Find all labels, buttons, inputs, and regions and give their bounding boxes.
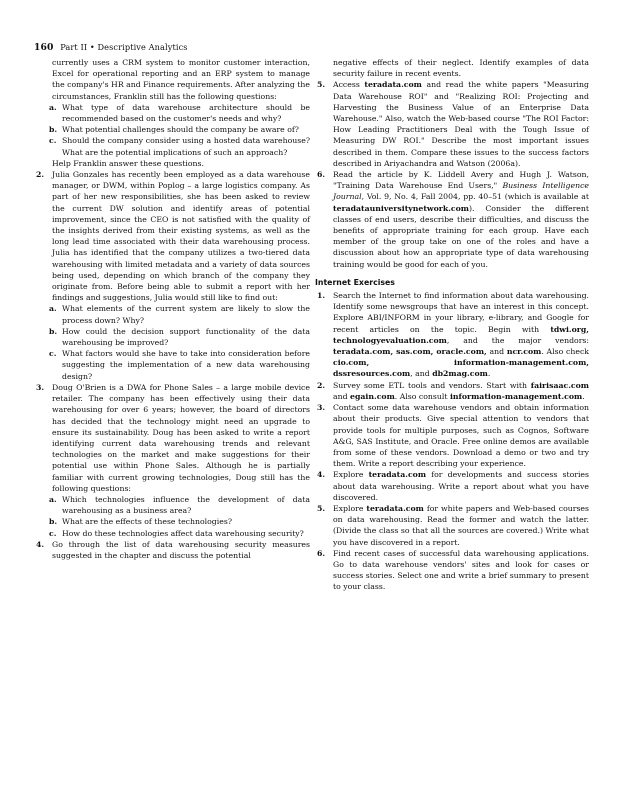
internet-exercise-6: 6. Find recent cases of successful data warehousing applications. Go to data warehouse vendors' sites and look for cases or success stories. Select one and write a brief summary to present to your class.	[317, 548, 589, 592]
q3-sub-c: c. How do these technologies affect data warehousing security?	[49, 528, 304, 538]
q4-continued: negative effects of their neglect. Identify examples of data security failure in recent events.	[333, 58, 589, 79]
running-header	[34, 42, 188, 53]
internet-exercise-4: 4. Explore teradata.com for developments and success stories about data warehousing. Write a report about what you have discovered.	[317, 470, 589, 502]
internet-exercise-2: 2. Survey some ETL tools and vendors. Start with fairisaac.com and egain.com. Also consult information-management.com.	[317, 380, 589, 401]
question-2: 2. Julia Gonzales has recently been employed as a data warehouse manager, or DWM, within Poplog – a large logistics company. As part of her new responsibilities, she has been asked to review the current DW solution and identify areas of potential improvement, since the CEO is not satisfied with the quality of the insights derived from their existing systems, as well as the long lead time associated with their data warehousing process. Julia has identified that the company utilizes a two-tiered data warehousing with limited metadata and a variety of data sources being used, depending on which branch of the company they originate from. Before being able to submit a report with her findings and suggestions, Julia would still like to find out:	[36, 170, 310, 303]
internet-exercise-5: 5. Explore teradata.com for white papers and Web-based courses on data warehousing. Read the former and watch the latter. (Divide the class so that all the sources are covered.) Write what you have discovered in a report.	[317, 503, 589, 547]
q2-sub-b: b. How could the decision support functionality of the data warehousing be improved?	[49, 326, 310, 348]
q3-sub-a: a. Which technologies influence the development of data warehousing as a business area?	[49, 494, 310, 516]
q2-sub-c: c. What factors would she have to take into consideration before suggesting the implementation of a new data warehousing design?	[49, 349, 310, 381]
internet-exercise-3: 3. Contact some data warehouse vendors and obtain information about their products. Give special attention to vendors that provide tools for multiple purposes, such as Cognos, Software A&G, SAS Institute, and Oracle. Free online demos are available from some of these vendors. Download a demo or two and try them. Write a report describing your experience.	[317, 403, 589, 469]
q1-sub-a: a. What type of data warehouse architecture should be recommended based on the customer's needs and why?	[49, 102, 310, 124]
q3-sub-b: b. What are the effects of these technologies?	[49, 517, 232, 527]
question-4: 4. Go through the list of data warehousing security measures suggested in the chapter and discuss the potential	[36, 539, 310, 560]
internet-exercise-1: 1. Search the Internet to find information about data warehousing. Identify some newsgroups that have an interest in this concept. Explore ABI/INFORM in your library, e-library, and Google for recent articles on the topic. Begin with tdwi.org, technologyevaluation.com, and the major vendors: teradata.com, sas.com, oracle.com, and ncr.com. Also check cio.com, information-management.com, dssresources.com, and db2mag.com.	[317, 291, 589, 379]
link-teradatauniversitynetwork: teradatauniversitynetwork.com	[333, 203, 470, 213]
page-number: 160	[34, 42, 54, 53]
q1-sub-b: b. What potential challenges should the company be aware of?	[49, 125, 299, 135]
q1-intro-continued: currently uses a CRM system to monitor customer interaction, Excel for operational reporting and an ERP system to manage the company's HR and Finance requirements. After analyzing the circumstances, Franklin still has the following questions:	[52, 58, 310, 101]
q1-closing: Help Franklin answer these questions.	[52, 158, 204, 168]
running-head: Part II • Descriptive Analytics	[60, 42, 188, 52]
q2-sub-a: a. What elements of the current system are likely to slow the process down? Why?	[49, 304, 310, 325]
right-column	[315, 57, 589, 593]
left-column	[34, 57, 310, 561]
journal-title: Business Intelligence Journal,	[333, 181, 589, 202]
q1-sub-c: c. Should the company consider using a hosted data warehouse? What are the potential implications of such an approach?	[49, 136, 310, 157]
question-6: 6. Read the article by K. Liddell Avery and Hugh J. Watson, "Training Data Warehouse End Users," Business Intelligence Journal, Vol. 9, No. 4, Fall 2004, pp. 40–51 (which is available at teradatauniversitynetwork.com). Consider the different classes of end users, describe their difficulties, and discuss the benefits of appropriate training for each group. Have each member of the group take on one of the roles and have a discussion about how an appropriate type of data warehousing training would be good for each of you.	[317, 170, 589, 269]
section-heading-internet-exercises: Internet Exercises	[315, 277, 395, 287]
link-teradata: teradata.com	[364, 80, 422, 90]
question-3: 3. Doug O'Brien is a DWA for Phone Sales – a large mobile device retailer. The company has been effectively using their data warehousing for over 6 years; however, the board of directors has decided that the technology might need an upgrade to ensure its sustainability. Doug has been asked to write a report identifying current data warehousing trends and relevant technologies on the market and make suggestions for their potential use within Phone Sales. Although he is partially familiar with current growing technologies, Doug still has the following questions:	[36, 382, 310, 493]
question-5: 5. Access teradata.com and read the white papers "Measuring Data Warehouse ROI" and "Realizing ROI: Projecting and Harvesting the Business Value of an Enterprise Data Warehouse." Also, watch the Web-based course "The ROI Factor: How Leading Practitioners Deal with the Tough Issue of Measuring DW ROI." Describe the most important issues described in them. Compare these issues to the success factors described in Ariyachandra and Watson (2006a).	[317, 80, 589, 168]
